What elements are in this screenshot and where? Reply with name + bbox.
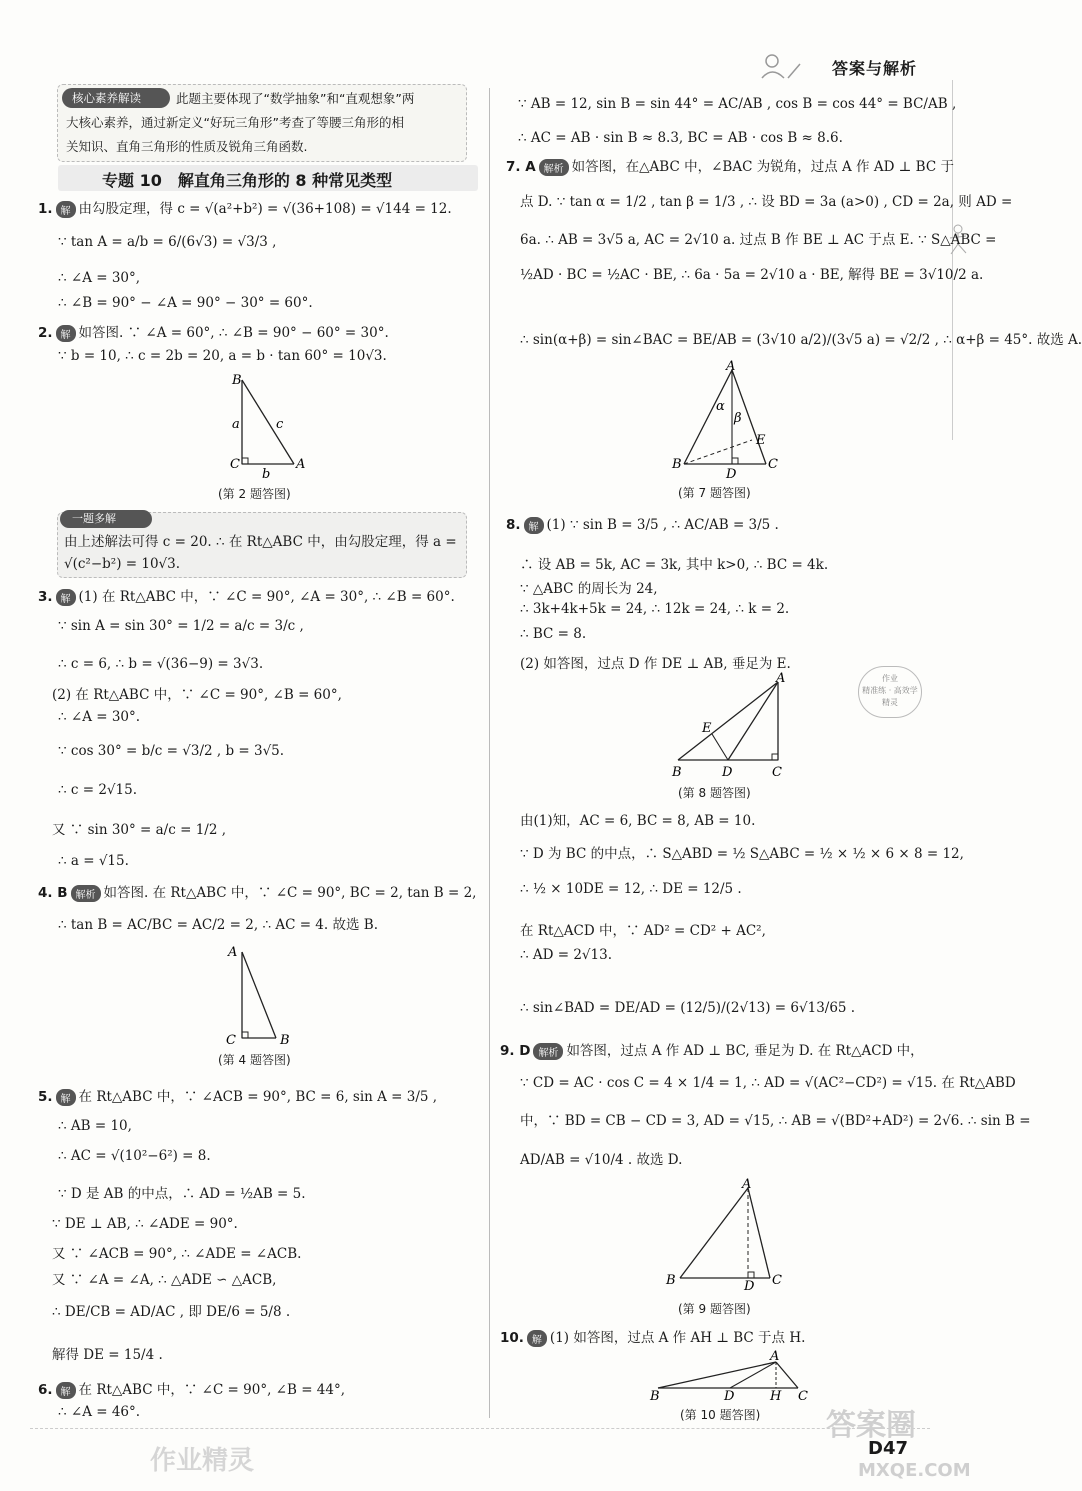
q8-number: 8. [506,517,521,533]
q4-label-A: A [228,945,238,960]
q2-line-2: ∵ b = 10, ∴ c = 2b = 20, a = b · tan 60° = 10√3. [58,348,387,364]
q5-line-1 [38,1085,437,1106]
q2-triangle-diagram [220,370,320,480]
q3-number: 3. [38,589,53,605]
q3-line-5: ∴ ∠A = 30°. [58,709,141,725]
q4-tag: 解析 [71,885,101,902]
q8-line-7: 由(1)知，AC = 6, BC = 8, AB = 10. [520,813,756,829]
q7-caption: (第 7 题答图) [678,486,751,500]
q9-caption: (第 9 题答图) [678,1302,751,1316]
q10-caption: (第 10 题答图) [680,1408,761,1422]
q8-label-D: D [722,765,733,780]
q10-line-1 [500,1326,805,1347]
q5-line-9: 解得 DE = 15/4 . [52,1347,163,1363]
q8-label-C: C [772,765,782,780]
q7-label-alpha: α [716,399,725,414]
q9-label-A: A [742,1177,752,1192]
q7-text-1: 如答图，在△ABC 中，∠BAC 为锐角，过点 A 作 AD ⊥ BC 于 [571,159,954,175]
q1-tag: 解 [56,201,76,218]
q1-number: 1. [38,201,53,217]
q1-line-3: ∴ ∠A = 30°, [58,270,141,286]
q8-line-5: ∴ BC = 8. [520,626,587,642]
q2-label-C: C [230,457,240,472]
core-literacy-label: 核心素养解读 [62,88,170,108]
q7-label-beta: β [734,411,742,426]
q5-line-2: ∴ AB = 10, [58,1118,132,1134]
q2-text-1: 如答图. ∵ ∠A = 60°, ∴ ∠B = 90° − 60° = 30°. [78,325,389,341]
q7-line-3: 6a. ∴ AB = 3√5 a, AC = 2√10 a. 过点 B 作 BE ⊥ AC 于点 E. ∵ S△ABC = [520,232,997,248]
q9-line-3: 中，∵ BD = CB − CD = 3, AD = √15, ∴ AB = √(BD²+AD²) = 2√6. ∴ sin B = [520,1113,1031,1129]
core-line-1: 此题主要体现了“数学抽象”和“直观想象”两 [176,91,415,106]
q2-caption: (第 2 题答图) [218,487,291,501]
q9-label-D: D [744,1279,755,1294]
q9-label-B: B [666,1273,676,1288]
q6-number: 6. [38,1382,53,1398]
q2-label-b: b [262,467,271,482]
q5-line-4: ∵ D 是 AB 的中点，∴ AD = ½AB = 5. [58,1186,306,1202]
q1-text-1: 由勾股定理，得 c = √(a²+b²) = √(36+108) = √144 = 12. [78,201,452,217]
header-title: 答案与解析 [832,59,918,78]
header-person-icon [758,50,804,86]
q5-line-8: ∴ DE/CB = AD/AC , 即 DE/6 = 5/8 . [52,1304,291,1320]
q6-line-2: ∴ ∠A = 46°. [58,1404,141,1420]
q7-label-B: B [672,457,682,472]
q4-line-1 [38,881,476,902]
q7-line-1 [506,155,954,176]
q10-triangle-diagram [648,1348,818,1402]
q2-label-c: c [276,417,284,432]
q3-line-1 [38,585,455,606]
q7-label-E: E [756,433,766,448]
q6-text-1: 在 Rt△ABC 中，∵ ∠C = 90°, ∠B = 44°, [78,1382,346,1398]
q8-label-E: E [702,721,712,736]
multi-line-1: 由上述解法可得 c = 20. ∴ 在 Rt△ABC 中，由勾股定理，得 a = [64,534,457,550]
q7-triangle-diagram [670,360,790,482]
site-watermark: 答案圈 [826,1408,916,1443]
q3-text-1: (1) 在 Rt△ABC 中，∵ ∠C = 90°, ∠A = 30°, ∴ ∠B = 60°. [78,589,455,605]
q8-line-3: ∵ △ABC 的周长为 24, [520,581,658,597]
q8-line-2: ∴ 设 AB = 5k, AC = 3k, 其中 k>0, ∴ BC = 4k. [520,557,829,573]
q7-line-4: ½AD · BC = ½AC · BE, ∴ 6a · 5a = 2√10 a · BE, 解得 BE = 3√10/2 a. [520,267,984,283]
q8-text-1: (1) ∵ sin B = 3/5 , ∴ AC/AB = 3/5 . [546,517,779,533]
multi-line-2: √(c²−b²) = 10√3. [64,556,181,572]
q3-line-2: ∵ sin A = sin 30° = 1/2 = a/c = 3/c , [58,618,304,634]
q10-number: 10. [500,1330,524,1346]
q5-text-1: 在 Rt△ABC 中，∵ ∠ACB = 90°, BC = 6, sin A = 3/5 , [78,1089,438,1105]
q7-number: 7. A [506,159,536,175]
page-number: D47 [868,1438,908,1459]
q4-caption: (第 4 题答图) [218,1053,291,1067]
q8-triangle-diagram [668,670,798,782]
q5-number: 5. [38,1089,53,1105]
q10-label-H: H [770,1389,782,1404]
q8-line-8: ∵ D 为 BC 的中点，∴ S△ABD = ½ S△ABC = ½ × ½ × 6 × 8 = 12, [520,846,964,862]
q9-triangle-diagram [664,1177,794,1294]
q3-tag: 解 [56,589,76,606]
q2-label-A: A [296,457,306,472]
footer-dashed-line [30,1428,930,1429]
q8-tag: 解 [524,517,544,534]
stamp-line-3: 精灵 [882,698,898,707]
q3-line-3: ∴ c = 6, ∴ b = √(36−9) = 3√3. [58,656,264,672]
multi-solution-label: 一题多解 [60,510,152,528]
q5-line-3: ∴ AC = √(10²−6²) = 8. [58,1148,211,1164]
q7-label-D: D [726,467,737,482]
page-edge-line [952,80,956,440]
stamp-line-1: 作业 [882,674,898,683]
q9-text-1: 如答图，过点 A 作 AD ⊥ BC, 垂足为 D. 在 Rt△ACD 中， [566,1043,924,1059]
q1-line-1 [38,197,452,218]
homework-stamp [858,666,922,718]
q8-line-12: ∴ sin∠BAD = DE/AD = (12/5)/(2√13) = 6√13/65 . [520,1000,856,1016]
q8-line-10: 在 Rt△ACD 中，∵ AD² = CD² + AC², [520,923,766,939]
q4-number: 4. B [38,885,68,901]
q6-tag: 解 [56,1382,76,1399]
q2-tag: 解 [56,325,76,342]
q10-label-B: B [650,1389,660,1404]
column-divider [489,88,490,1418]
q5-line-7: 又 ∵ ∠A = ∠A, ∴ △ADE ∽ △ACB, [52,1272,277,1288]
site-watermark-url: MXQE.COM [858,1460,971,1481]
q10-label-C: C [798,1389,808,1404]
q7-label-A: A [726,359,736,374]
q10-label-D: D [724,1389,735,1404]
core-line-3: 关知识、直角三角形的性质及锐角三角函数. [66,139,308,154]
q6-cont-line-1: ∵ AB = 12, sin B = sin 44° = AC/AB , cos B = cos 44° = BC/AB , [518,96,957,112]
q5-line-6: 又 ∵ ∠ACB = 90°, ∴ ∠ADE = ∠ACB. [52,1246,302,1262]
q2-number: 2. [38,325,53,341]
q4-text-1: 如答图. 在 Rt△ABC 中，∵ ∠C = 90°, BC = 2, tan B = 2, [103,885,477,901]
q8-line-9: ∴ ½ × 10DE = 12, ∴ DE = 12/5 . [520,881,742,897]
q10-label-A: A [770,1349,780,1364]
q8-label-A: A [776,671,786,686]
q6-line-1 [38,1378,345,1399]
q3-line-8: 又 ∵ sin 30° = a/c = 1/2 , [52,822,226,838]
q6-cont-line-2: ∴ AC = AB · sin B ≈ 8.3, BC = AB · cos B ≈ 8.6. [518,130,843,146]
q8-line-1 [506,517,779,534]
q2-line-1 [38,321,389,342]
q7-tag: 解析 [539,159,569,176]
q4-label-B: B [280,1033,290,1048]
q4-triangle-diagram [222,940,312,1050]
q8-caption: (第 8 题答图) [678,786,751,800]
q2-label-a: a [232,417,240,432]
q5-line-5: ∵ DE ⊥ AB, ∴ ∠ADE = 90°. [52,1216,238,1232]
q2-label-B: B [232,373,242,388]
q9-label-C: C [772,1273,782,1288]
q1-line-4: ∴ ∠B = 90° − ∠A = 90° − 30° = 60°. [58,295,313,311]
q9-tag: 解析 [533,1043,563,1060]
q3-line-4: (2) 在 Rt△ABC 中，∵ ∠C = 90°, ∠B = 60°, [52,687,342,703]
q10-text-1: (1) 如答图，过点 A 作 AH ⊥ BC 于点 H. [549,1330,806,1346]
q8-label-B: B [672,765,682,780]
core-line-2: 大核心素养，通过新定义“好玩三角形”考查了等腰三角形的相 [66,115,404,130]
q9-line-2: ∵ CD = AC · cos C = 4 × 1/4 = 1, ∴ AD = √(AC²−CD²) = √15. 在 Rt△ABD [520,1075,1016,1091]
q9-line-1 [500,1039,924,1060]
q8-line-11: ∴ AD = 2√13. [520,947,613,963]
q5-tag: 解 [56,1089,76,1106]
topic-title: 专题 10 解直角三角形的 8 种常见类型 [102,171,393,190]
footer-watermark: 作业精灵 [150,1446,255,1476]
q8-line-4: ∴ 3k+4k+5k = 24, ∴ 12k = 24, ∴ k = 2. [520,601,790,617]
q4-label-C: C [226,1033,236,1048]
q10-tag: 解 [527,1330,547,1347]
q4-line-2: ∴ tan B = AC/BC = AC/2 = 2, ∴ AC = 4. 故选 B. [58,917,378,933]
q1-line-2: ∵ tan A = a/b = 6/(6√3) = √3/3 , [58,234,277,250]
q9-number: 9. D [500,1043,531,1059]
q7-label-C: C [768,457,778,472]
q8-line-6: (2) 如答图，过点 D 作 DE ⊥ AB, 垂足为 E. [520,656,791,672]
q9-line-4: AD/AB = √10/4 . 故选 D. [520,1152,683,1168]
q7-line-5: ∴ sin(α+β) = sin∠BAC = BE/AB = (3√10 a/2)/(3√5 a) = √2/2 , ∴ α+β = 45°. 故选 A. [520,332,1082,348]
q3-line-6: ∵ cos 30° = b/c = √3/2 , b = 3√5. [58,743,285,759]
q7-line-2: 点 D. ∵ tan α = 1/2 , tan β = 1/3 , ∴ 设 BD = 3a (a>0) , CD = 2a, 则 AD = [520,194,1013,210]
q3-line-9: ∴ a = √15. [58,853,129,869]
q3-line-7: ∴ c = 2√15. [58,782,137,798]
stamp-line-2: 精准练 · 高效学 [862,686,918,695]
